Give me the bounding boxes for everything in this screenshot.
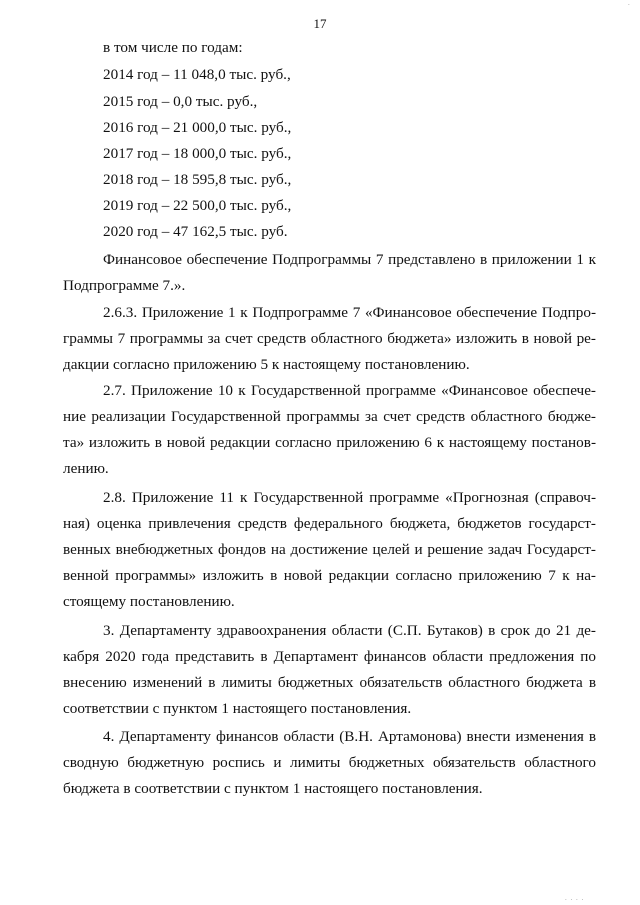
year-line-2015: 2015 год – 0,0 тыс. руб., xyxy=(103,93,258,110)
paragraph-line: венной программы» изложить в новой редакции согласно приложению 7 к на- xyxy=(63,567,596,584)
paragraph-line: кабря 2020 года представить в Департамент финансов области предложения по xyxy=(63,648,596,665)
year-line-2016: 2016 год – 21 000,0 тыс. руб., xyxy=(103,119,292,136)
paragraph-line: граммы 7 программы за счет средств областного бюджета» изложить в новой ре- xyxy=(63,330,596,347)
paragraph-line: 2.7. Приложение 10 к Государственной программе «Финансовое обеспече- xyxy=(103,382,596,399)
paragraph-line: 2.8. Приложение 11 к Государственной программе «Прогнозная (справоч- xyxy=(103,489,596,506)
paragraph-line: сводную бюджетную роспись и лимиты бюджетных обязательств областного xyxy=(63,754,596,771)
paragraph-line: венных внебюджетных фондов на достижение целей и решение задач Государст- xyxy=(63,541,596,558)
year-line-2018: 2018 год – 18 595,8 тыс. руб., xyxy=(103,171,292,188)
paragraph-line: дакции согласно приложению 5 к настоящему постановлению. xyxy=(63,356,470,373)
paragraph-line: стоящему постановлению. xyxy=(63,593,235,610)
paragraph-line: соответствии с пунктом 1 настоящего постановления. xyxy=(63,700,412,717)
scan-artifact-corner: . xyxy=(628,0,631,7)
year-line-2020: 2020 год – 47 162,5 тыс. руб. xyxy=(103,223,288,240)
paragraph-line: ние реализации Государственной программы за счет средств областного бюдже- xyxy=(63,408,596,425)
paragraph-line: ная) оценка привлечения средств федерального бюджета, бюджетов государст- xyxy=(63,515,596,532)
paragraph-line: Подпрограмме 7.». xyxy=(63,277,186,294)
year-line-2019: 2019 год – 22 500,0 тыс. руб., xyxy=(103,197,292,214)
paragraph-line: 4. Департаменту финансов области (В.Н. Артамонова) внести изменения в xyxy=(103,728,596,745)
paragraph-line: лению. xyxy=(63,460,109,477)
year-line-2017: 2017 год – 18 000,0 тыс. руб., xyxy=(103,145,292,162)
year-line-2014: 2014 год – 11 048,0 тыс. руб., xyxy=(103,66,291,83)
paragraph-line: внесению изменений в лимиты бюджетных обязательств областного бюджета в xyxy=(63,674,596,691)
paragraph-line: 2.6.3. Приложение 1 к Подпрограмме 7 «Финансовое обеспечение Подпро- xyxy=(103,304,596,321)
scan-artifact-mark: . . . . xyxy=(565,894,585,902)
paragraph-line: та» изложить в новой редакции согласно приложению 6 к настоящему постанов- xyxy=(63,434,596,451)
paragraph-line: 3. Департаменту здравоохранения области (С.П. Бутаков) в срок до 21 де- xyxy=(103,622,596,639)
years-intro: в том числе по годам: xyxy=(103,39,243,56)
paragraph-line: бюджета в соответствии с пунктом 1 настоящего постановления. xyxy=(63,780,483,797)
paragraph-line: Финансовое обеспечение Подпрограммы 7 представлено в приложении 1 к xyxy=(103,251,596,268)
page-number: 17 xyxy=(313,16,327,31)
